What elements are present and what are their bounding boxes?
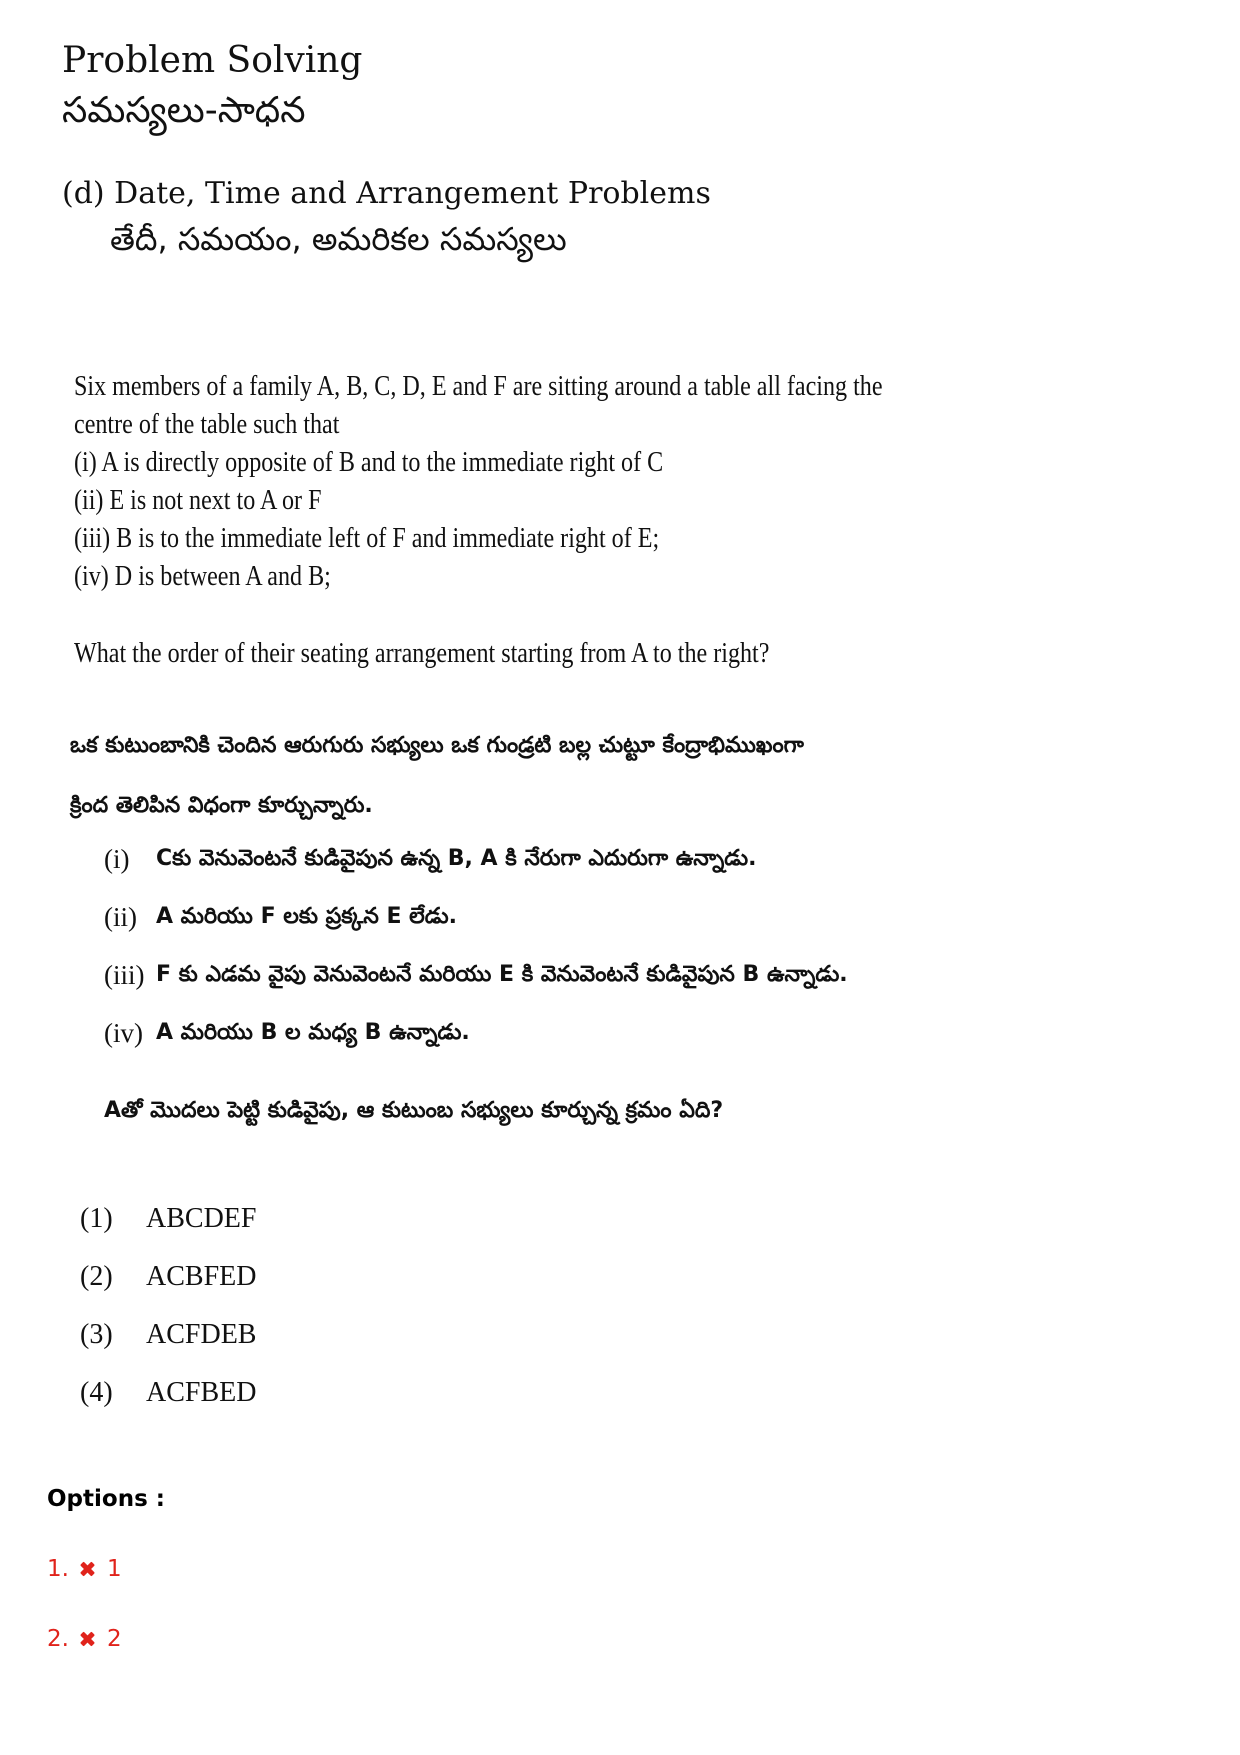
cross-icon xyxy=(79,1561,95,1577)
condition-number: (iii) xyxy=(104,960,145,990)
condition-item xyxy=(104,830,1184,888)
condition-text: A మరియు F లకు ప్రక్కన E లేడు. xyxy=(156,904,458,929)
condition-item xyxy=(104,946,1184,1004)
condition-item xyxy=(104,1004,1184,1062)
option-value: 2 xyxy=(106,1626,122,1652)
answer-choice xyxy=(80,1190,256,1248)
choice-text: ACFBED xyxy=(146,1377,257,1408)
condition-text: Cకు వెనువెంటనే కుడివైపున ఉన్న B, A కి నేరుగా ఎదురుగా ఉన్నాడు. xyxy=(156,846,757,871)
question-line: (iv) D is between A and B; xyxy=(74,561,331,592)
condition-number: (iv) xyxy=(104,1018,143,1048)
question-line: (i) A is directly opposite of B and to the immediate right of C xyxy=(74,447,664,478)
subsection-title-english: (d) Date, Time and Arrangement Problems xyxy=(62,176,711,211)
question-line: క్రింద తెలిపిన విధంగా కూర్చున్నారు. xyxy=(70,793,373,818)
question-text-telugu xyxy=(70,716,1120,836)
option-value: 1 xyxy=(106,1556,122,1582)
question-line: centre of the table such that xyxy=(74,409,340,440)
cross-icon xyxy=(79,1631,95,1647)
question-prompt-english: What the order of their seating arrangement starting from A to the right? xyxy=(74,638,770,669)
conditions-list-telugu xyxy=(104,830,1184,1062)
option-number: 2. xyxy=(47,1626,69,1652)
question-line: (ii) E is not next to A or F xyxy=(74,485,322,516)
subsection-title-telugu: తేదీ, సమయం, అమరికల సమస్యలు xyxy=(110,220,567,258)
question-line: (iii) B is to the immediate left of F and immediate right of E; xyxy=(74,523,660,554)
question-line: ఒక కుటుంబానికి చెందిన ఆరుగురు సభ్యులు ఒక గుండ్రటి బల్ల చుట్టూ కేంద్రాభిముఖంగా xyxy=(70,733,804,758)
question-line: Six members of a family A, B, C, D, E and F are sitting around a table all facing the xyxy=(74,371,883,402)
condition-text: F కు ఎడమ వైపు వెనువెంటనే మరియు E కి వెనువెంటనే కుడివైపున B ఉన్నాడు. xyxy=(156,962,848,987)
choice-number: (4) xyxy=(80,1377,113,1408)
option-number: 1. xyxy=(47,1556,69,1582)
answer-choice xyxy=(80,1248,256,1306)
section-title-telugu: సమస్యలు-సాధన xyxy=(62,90,306,131)
section-title-english: Problem Solving xyxy=(62,40,363,81)
question-prompt-telugu: Aతో మొదలు పెట్టి కుడివైపు, ఆ కుటుంబ సభ్యులు కూర్చున్న క్రమం ఏది? xyxy=(104,1098,724,1123)
option-2[interactable] xyxy=(47,1626,122,1652)
choice-number: (1) xyxy=(80,1203,113,1234)
choice-text: ACBFED xyxy=(146,1261,257,1292)
choice-text: ABCDEF xyxy=(146,1203,257,1234)
answer-choice xyxy=(80,1364,256,1422)
condition-number: (i) xyxy=(104,844,130,874)
answer-choices xyxy=(80,1190,256,1422)
question-text-english xyxy=(74,368,934,596)
option-1[interactable] xyxy=(47,1556,122,1582)
condition-text: A మరియు B ల మధ్య B ఉన్నాడు. xyxy=(156,1020,470,1045)
options-heading: Options : xyxy=(47,1486,165,1512)
choice-number: (2) xyxy=(80,1261,113,1292)
choice-text: ACFDEB xyxy=(146,1319,257,1350)
condition-number: (ii) xyxy=(104,902,137,932)
condition-item xyxy=(104,888,1184,946)
choice-number: (3) xyxy=(80,1319,113,1350)
answer-choice xyxy=(80,1306,256,1364)
